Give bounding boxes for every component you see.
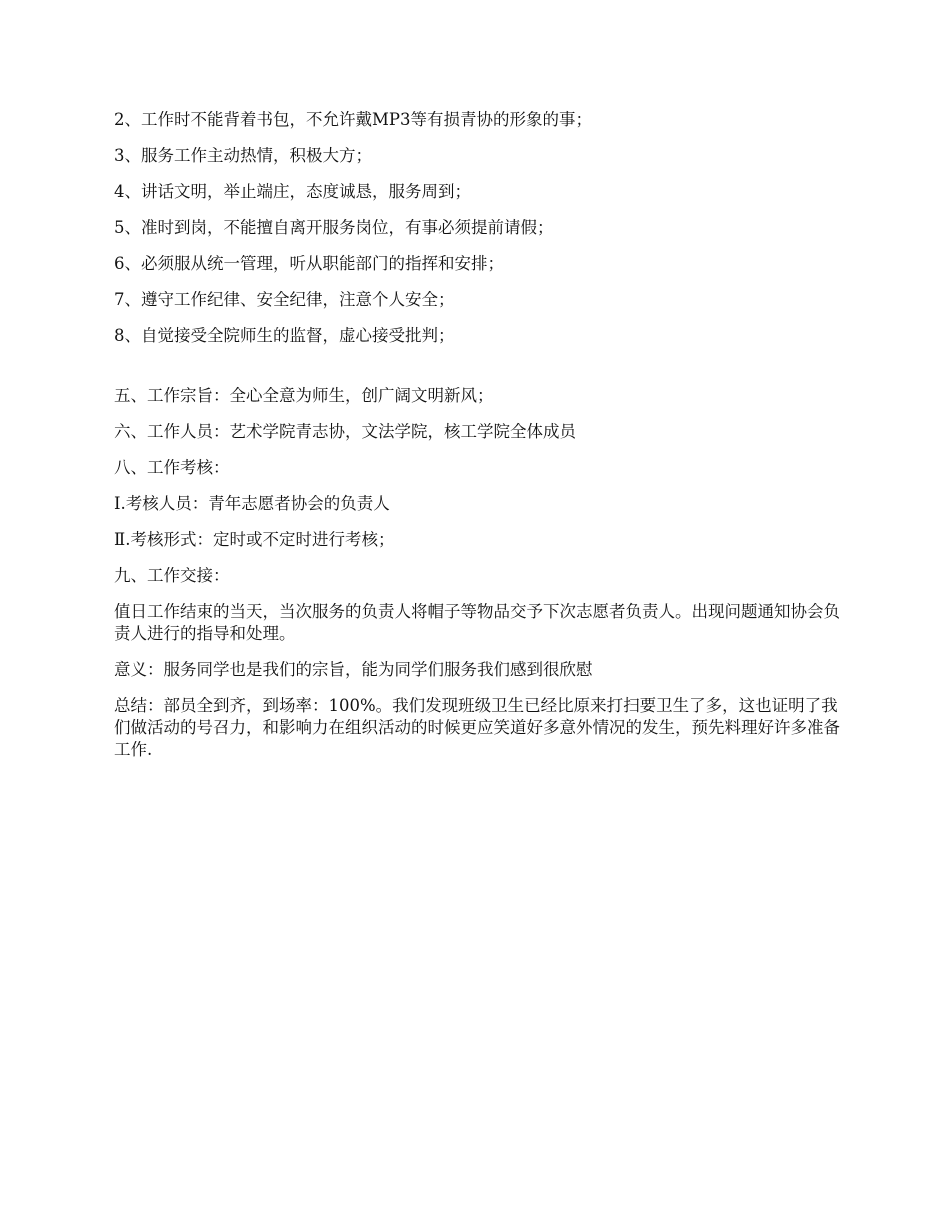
assessment-form: Ⅱ.考核形式：定时或不定时进行考核； <box>114 530 395 549</box>
rule-item-5: 5、准时到岗，不能擅自离开服务岗位，有事必须提前请假； <box>114 218 554 237</box>
summary-paragraph: 总结：部员全到齐，到场率：100%。我们发现班级卫生已经比原来打扫要卫生了多，这也证明了我们做活动的号召力，和影响力在组织活动的时候更应笑道好多意外情况的发生，预先料理好许多准备工作. <box>114 696 840 759</box>
section-handover-heading: 九、工作交接： <box>114 566 230 585</box>
section-assessment-heading: 八、工作考核： <box>114 458 230 477</box>
section-spacer <box>114 361 842 385</box>
rule-item-7: 7、遵守工作纪律、安全纪律，注意个人安全； <box>114 290 455 309</box>
rule-item-2: 2、工作时不能背着书包，不允许戴MP3等有损青协的形象的事； <box>114 110 592 129</box>
rule-item-6: 6、必须服从统一管理，听从职能部门的指挥和安排； <box>114 254 504 273</box>
rule-item-4: 4、讲话文明，举止端庄，态度诚恳，服务周到； <box>114 182 471 201</box>
rule-item-8: 8、自觉接受全院师生的监督，虚心接受批判； <box>114 326 455 345</box>
meaning-paragraph: 意义：服务同学也是我们的宗旨，能为同学们服务我们感到很欣慰 <box>114 660 593 679</box>
rule-item-3: 3、服务工作主动热情，积极大方； <box>114 146 372 165</box>
document-body <box>114 109 842 775</box>
assessment-people: Ⅰ.考核人员：青年志愿者协会的负责人 <box>114 494 390 513</box>
section-purpose: 五、工作宗旨：全心全意为师生，创广阔文明新风； <box>114 386 494 405</box>
section-staff: 六、工作人员：艺术学院青志协，文法学院，核工学院全体成员 <box>114 422 576 441</box>
handover-paragraph: 值日工作结束的当天，当次服务的负责人将帽子等物品交予下次志愿者负责人。出现问题通知协会负责人进行的指导和处理。 <box>114 602 840 643</box>
